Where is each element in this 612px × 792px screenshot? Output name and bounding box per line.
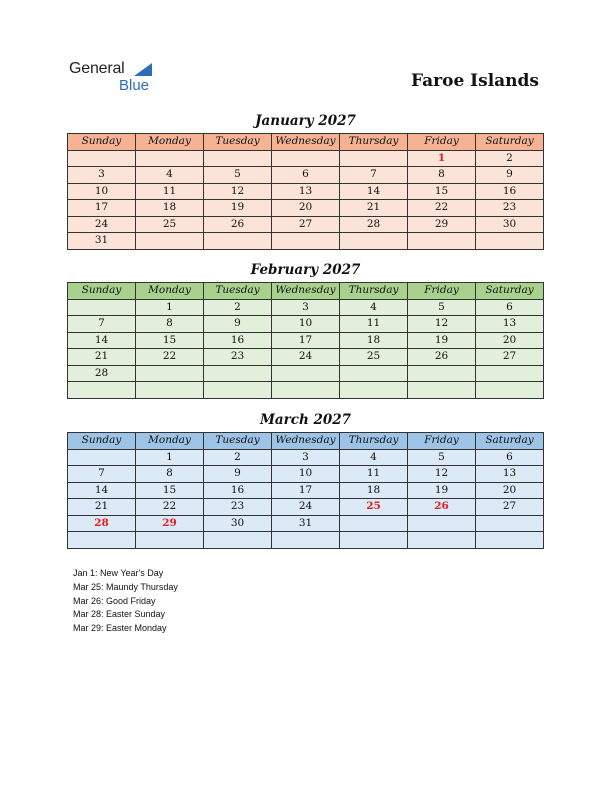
empty-day-cell xyxy=(136,233,204,250)
weekday-header: Monday xyxy=(136,134,204,151)
empty-day-cell xyxy=(476,365,544,382)
day-cell: 13 xyxy=(476,466,544,483)
holiday-item: Mar 26: Good Friday xyxy=(73,595,156,606)
empty-day-cell xyxy=(272,382,340,399)
day-cell: 27 xyxy=(476,499,544,516)
day-cell: 17 xyxy=(68,200,136,217)
day-cell: 19 xyxy=(408,482,476,499)
day-cell: 12 xyxy=(408,316,476,333)
week-row xyxy=(68,532,544,549)
day-cell: 25 xyxy=(340,349,408,366)
day-cell: 6 xyxy=(272,167,340,184)
week-row xyxy=(68,200,544,217)
day-cell: 26 xyxy=(204,216,272,233)
day-cell: 10 xyxy=(272,316,340,333)
weekday-header: Wednesday xyxy=(272,283,340,300)
day-cell: 2 xyxy=(204,449,272,466)
week-row xyxy=(68,299,544,316)
day-cell: 13 xyxy=(476,316,544,333)
day-cell: 10 xyxy=(68,183,136,200)
empty-day-cell xyxy=(204,233,272,250)
day-cell: 12 xyxy=(204,183,272,200)
holiday-item: Mar 29: Easter Monday xyxy=(73,623,167,634)
brand-logo-general: General xyxy=(69,60,125,77)
weekday-header: Wednesday xyxy=(272,433,340,450)
empty-day-cell xyxy=(340,532,408,549)
day-cell: 22 xyxy=(136,349,204,366)
week-row xyxy=(68,167,544,184)
day-cell: 1 xyxy=(136,299,204,316)
day-cell: 26 xyxy=(408,349,476,366)
empty-day-cell xyxy=(476,515,544,532)
empty-day-cell xyxy=(476,382,544,399)
day-cell: 1 xyxy=(408,150,476,167)
day-cell: 5 xyxy=(204,167,272,184)
day-cell: 9 xyxy=(204,316,272,333)
empty-day-cell xyxy=(408,382,476,399)
country-title: Faroe Islands xyxy=(411,71,539,91)
day-cell: 2 xyxy=(204,299,272,316)
empty-day-cell xyxy=(68,449,136,466)
week-row xyxy=(68,183,544,200)
weekday-header-row xyxy=(68,134,544,151)
day-cell: 8 xyxy=(136,466,204,483)
day-cell: 21 xyxy=(340,200,408,217)
day-cell: 6 xyxy=(476,449,544,466)
day-cell: 20 xyxy=(476,332,544,349)
day-cell: 31 xyxy=(68,233,136,250)
day-cell: 26 xyxy=(408,499,476,516)
day-cell: 31 xyxy=(272,515,340,532)
week-row xyxy=(68,466,544,483)
empty-day-cell xyxy=(476,532,544,549)
empty-day-cell xyxy=(408,233,476,250)
day-cell: 14 xyxy=(68,332,136,349)
day-cell: 12 xyxy=(408,466,476,483)
day-cell: 11 xyxy=(340,466,408,483)
weekday-header-row xyxy=(68,283,544,300)
empty-day-cell xyxy=(408,532,476,549)
day-cell: 28 xyxy=(68,365,136,382)
day-cell: 7 xyxy=(68,466,136,483)
day-cell: 29 xyxy=(136,515,204,532)
day-cell: 21 xyxy=(68,499,136,516)
day-cell: 1 xyxy=(136,449,204,466)
day-cell: 8 xyxy=(136,316,204,333)
weekday-header: Sunday xyxy=(68,134,136,151)
day-cell: 4 xyxy=(340,449,408,466)
weekday-header: Thursday xyxy=(340,134,408,151)
empty-day-cell xyxy=(68,150,136,167)
month-title-january: January 2027 xyxy=(255,113,356,129)
week-row xyxy=(68,382,544,399)
day-cell: 24 xyxy=(68,216,136,233)
empty-day-cell xyxy=(340,515,408,532)
day-cell: 14 xyxy=(340,183,408,200)
week-row xyxy=(68,365,544,382)
weekday-header-row xyxy=(68,433,544,450)
weekday-header: Saturday xyxy=(476,433,544,450)
weekday-header: Wednesday xyxy=(272,134,340,151)
day-cell: 25 xyxy=(136,216,204,233)
empty-day-cell xyxy=(408,365,476,382)
week-row xyxy=(68,150,544,167)
day-cell: 20 xyxy=(476,482,544,499)
week-row xyxy=(68,316,544,333)
holiday-item: Mar 28: Easter Sunday xyxy=(73,609,166,620)
weekday-header: Sunday xyxy=(68,283,136,300)
week-row xyxy=(68,515,544,532)
empty-day-cell xyxy=(272,365,340,382)
week-row xyxy=(68,233,544,250)
weekday-header: Friday xyxy=(408,134,476,151)
week-row xyxy=(68,499,544,516)
day-cell: 21 xyxy=(68,349,136,366)
day-cell: 24 xyxy=(272,349,340,366)
day-cell: 4 xyxy=(136,167,204,184)
week-row xyxy=(68,449,544,466)
holiday-item: Jan 1: New Year's Day xyxy=(73,568,164,578)
brand-logo-triangle-icon xyxy=(134,63,152,76)
day-cell: 8 xyxy=(408,167,476,184)
day-cell: 3 xyxy=(68,167,136,184)
day-cell: 15 xyxy=(408,183,476,200)
empty-day-cell xyxy=(408,515,476,532)
brand-logo xyxy=(69,60,169,96)
weekday-header: Friday xyxy=(408,283,476,300)
day-cell: 9 xyxy=(204,466,272,483)
holiday-item: Mar 25: Maundy Thursday xyxy=(73,581,178,592)
month-title-february: February 2027 xyxy=(250,262,361,278)
weekday-header: Thursday xyxy=(340,283,408,300)
weekday-header: Tuesday xyxy=(204,283,272,300)
month-title-march: March 2027 xyxy=(259,412,352,428)
day-cell: 20 xyxy=(272,200,340,217)
week-row xyxy=(68,216,544,233)
weekday-header: Sunday xyxy=(68,433,136,450)
day-cell: 7 xyxy=(340,167,408,184)
week-row xyxy=(68,482,544,499)
empty-day-cell xyxy=(340,365,408,382)
day-cell: 27 xyxy=(272,216,340,233)
day-cell: 9 xyxy=(476,167,544,184)
day-cell: 30 xyxy=(204,515,272,532)
day-cell: 2 xyxy=(476,150,544,167)
calendar-march xyxy=(67,432,544,549)
day-cell: 5 xyxy=(408,449,476,466)
day-cell: 19 xyxy=(204,200,272,217)
calendar-february xyxy=(67,282,544,399)
empty-day-cell xyxy=(204,532,272,549)
empty-day-cell xyxy=(68,299,136,316)
day-cell: 23 xyxy=(204,349,272,366)
day-cell: 6 xyxy=(476,299,544,316)
day-cell: 22 xyxy=(408,200,476,217)
day-cell: 23 xyxy=(476,200,544,217)
empty-day-cell xyxy=(204,365,272,382)
day-cell: 16 xyxy=(476,183,544,200)
empty-day-cell xyxy=(136,365,204,382)
day-cell: 11 xyxy=(136,183,204,200)
weekday-header: Monday xyxy=(136,283,204,300)
weekday-header: Saturday xyxy=(476,283,544,300)
day-cell: 28 xyxy=(68,515,136,532)
day-cell: 24 xyxy=(272,499,340,516)
day-cell: 18 xyxy=(340,482,408,499)
day-cell: 3 xyxy=(272,299,340,316)
empty-day-cell xyxy=(272,150,340,167)
day-cell: 15 xyxy=(136,482,204,499)
empty-day-cell xyxy=(340,382,408,399)
day-cell: 15 xyxy=(136,332,204,349)
weekday-header: Thursday xyxy=(340,433,408,450)
brand-logo-blue: Blue xyxy=(119,77,150,94)
week-row xyxy=(68,332,544,349)
day-cell: 25 xyxy=(340,499,408,516)
day-cell: 28 xyxy=(340,216,408,233)
empty-day-cell xyxy=(204,150,272,167)
day-cell: 23 xyxy=(204,499,272,516)
day-cell: 27 xyxy=(476,349,544,366)
day-cell: 10 xyxy=(272,466,340,483)
day-cell: 30 xyxy=(476,216,544,233)
day-cell: 16 xyxy=(204,482,272,499)
weekday-header: Tuesday xyxy=(204,433,272,450)
day-cell: 22 xyxy=(136,499,204,516)
weekday-header: Monday xyxy=(136,433,204,450)
day-cell: 19 xyxy=(408,332,476,349)
day-cell: 16 xyxy=(204,332,272,349)
empty-day-cell xyxy=(204,382,272,399)
day-cell: 17 xyxy=(272,332,340,349)
empty-day-cell xyxy=(68,532,136,549)
day-cell: 5 xyxy=(408,299,476,316)
empty-day-cell xyxy=(136,150,204,167)
empty-day-cell xyxy=(272,532,340,549)
empty-day-cell xyxy=(340,233,408,250)
empty-day-cell xyxy=(340,150,408,167)
week-row xyxy=(68,349,544,366)
empty-day-cell xyxy=(136,532,204,549)
empty-day-cell xyxy=(136,382,204,399)
day-cell: 11 xyxy=(340,316,408,333)
day-cell: 18 xyxy=(136,200,204,217)
day-cell: 29 xyxy=(408,216,476,233)
holiday-list xyxy=(73,567,178,636)
day-cell: 13 xyxy=(272,183,340,200)
weekday-header: Friday xyxy=(408,433,476,450)
weekday-header: Saturday xyxy=(476,134,544,151)
day-cell: 14 xyxy=(68,482,136,499)
day-cell: 4 xyxy=(340,299,408,316)
day-cell: 18 xyxy=(340,332,408,349)
weekday-header: Tuesday xyxy=(204,134,272,151)
calendar-january xyxy=(67,133,544,250)
empty-day-cell xyxy=(68,382,136,399)
day-cell: 17 xyxy=(272,482,340,499)
day-cell: 7 xyxy=(68,316,136,333)
empty-day-cell xyxy=(476,233,544,250)
day-cell: 3 xyxy=(272,449,340,466)
empty-day-cell xyxy=(272,233,340,250)
